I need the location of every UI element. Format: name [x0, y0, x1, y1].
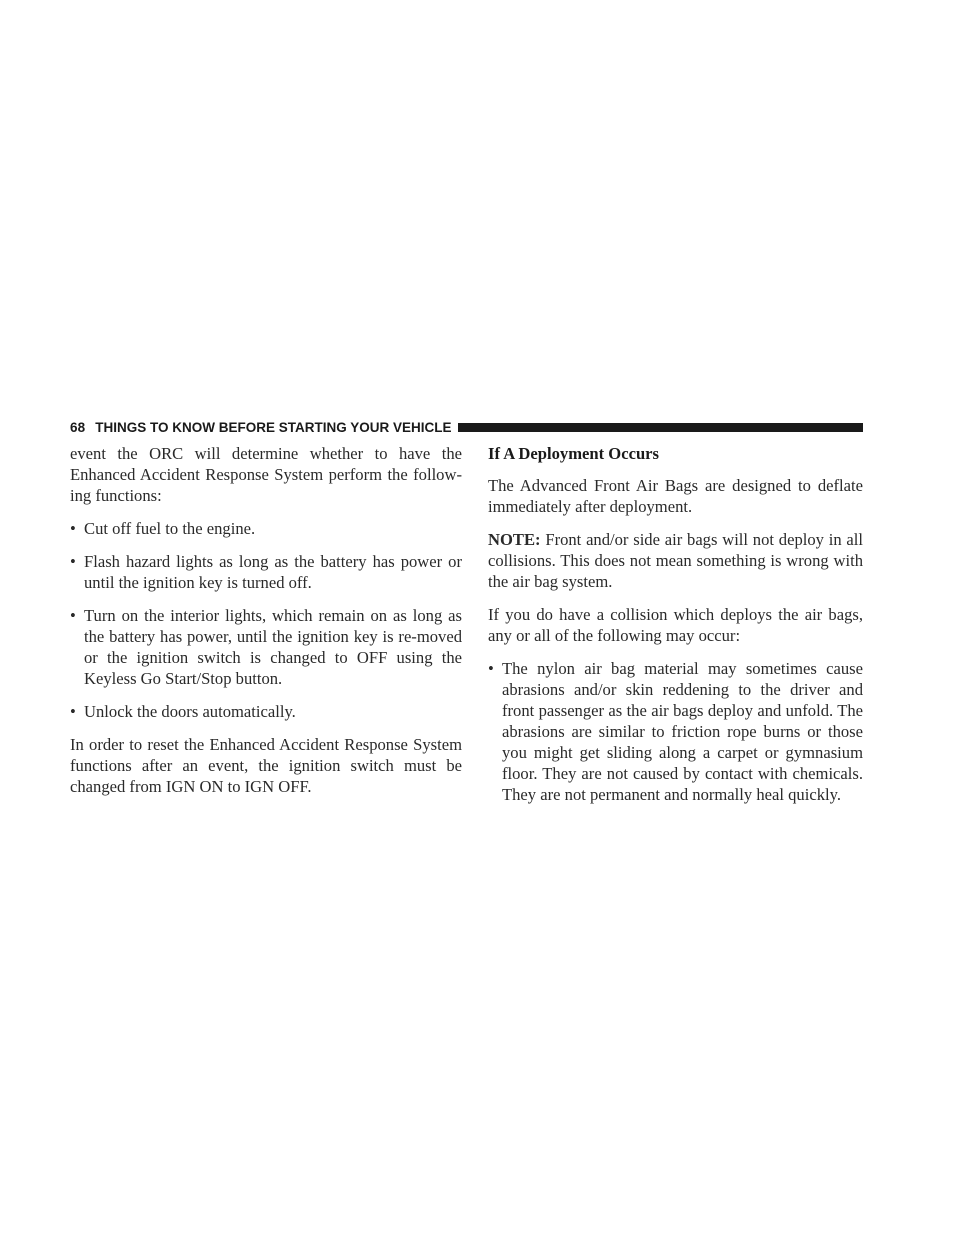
bullet-icon: • — [488, 659, 494, 678]
bullet-icon: • — [70, 519, 76, 538]
list-item-text: Cut off fuel to the engine. — [84, 519, 256, 538]
left-column — [70, 443, 462, 809]
bullet-icon: • — [70, 702, 76, 721]
list-item — [70, 701, 462, 722]
bullet-icon: • — [70, 606, 76, 625]
page-number: 68 — [70, 419, 86, 435]
header-rule — [458, 423, 864, 432]
list-item — [70, 605, 462, 689]
list-item-text: The nylon air bag material may sometimes cause abrasions and/or skin reddening to the driver and front passenger as the air bags deploy and unfold. The abrasions are similar to friction rope burns or those you might get sliding along a carpet or gymnasium floor. They are not caused by contact with chemicals. They are not permanent and normally heal quickly. — [502, 659, 863, 804]
note-paragraph — [488, 529, 863, 592]
bullet-icon: • — [70, 552, 76, 571]
list-item — [70, 551, 462, 593]
intro-paragraph: event the ORC will determine whether to have the Enhanced Accident Response System perform the follow-ing functions: — [70, 444, 462, 505]
list-item — [488, 658, 863, 805]
note-label: NOTE: — [488, 530, 541, 549]
list-item-text: Unlock the doors automatically. — [84, 702, 296, 721]
right-column — [488, 443, 863, 817]
section-title: THINGS TO KNOW BEFORE STARTING YOUR VEHICLE — [95, 419, 452, 435]
function-list — [70, 518, 462, 722]
list-item-text: Turn on the interior lights, which remain on as long as the battery has power, until the ignition key is re-moved or the ignition switch is changed to OFF using the Keyless Go Start/Stop button. — [84, 606, 462, 688]
page-header — [70, 419, 863, 435]
collision-paragraph: If you do have a collision which deploys the air bags, any or all of the following may occur: — [488, 605, 863, 645]
reset-paragraph: In order to reset the Enhanced Accident Response System functions after an event, the ignition switch must be changed from IGN ON to IGN OFF. — [70, 735, 462, 796]
deflate-paragraph: The Advanced Front Air Bags are designed to deflate immediately after deployment. — [488, 476, 863, 516]
note-text: Front and/or side air bags will not deploy in all collisions. This does not mean something is wrong with the air bag system. — [488, 530, 863, 591]
effects-list — [488, 658, 863, 805]
deployment-heading: If A Deployment Occurs — [488, 444, 659, 463]
list-item — [70, 518, 462, 539]
list-item-text: Flash hazard lights as long as the battery has power or until the ignition key is turned off. — [84, 552, 462, 592]
